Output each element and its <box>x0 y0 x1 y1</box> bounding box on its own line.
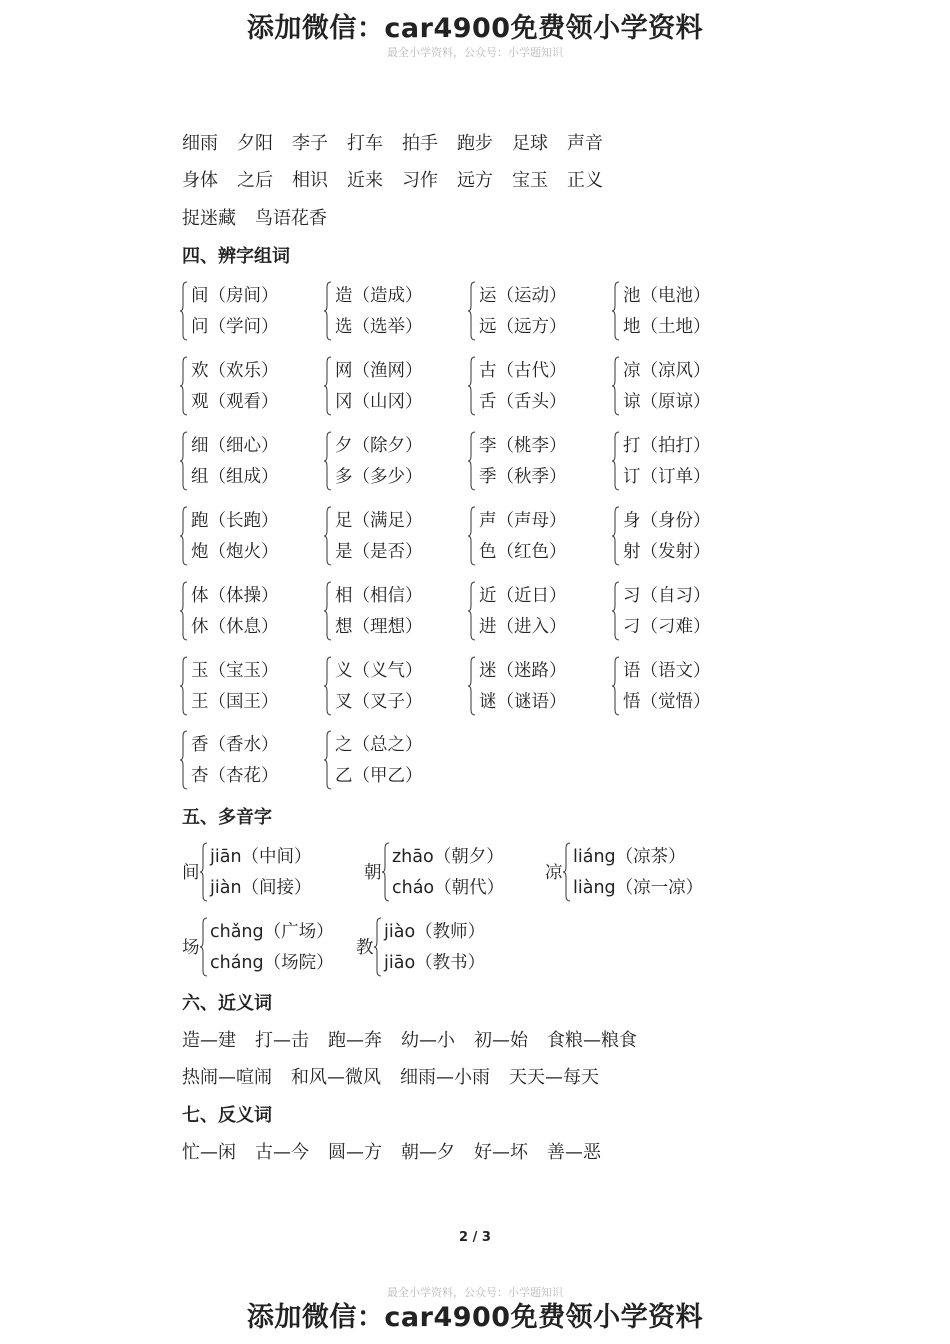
brace-icon <box>563 842 571 902</box>
brace-icon <box>180 656 188 716</box>
pair-line: 网（渔网） <box>335 361 423 381</box>
char-pair <box>326 357 466 419</box>
pair-line: 近（近日） <box>479 586 567 606</box>
char-pair <box>614 282 754 344</box>
pair-line: 远（远方） <box>479 317 567 337</box>
pair-line: 凉（凉风） <box>623 361 711 381</box>
polyphone-reading: jiàn（间接） <box>210 878 312 898</box>
pair-line: 观（观看） <box>191 392 279 412</box>
section-heading: 五、多音字 <box>182 807 272 828</box>
pair-line: 季（秋季） <box>479 467 567 487</box>
pair-line: 多（多少） <box>335 467 423 487</box>
brace-icon <box>468 431 476 491</box>
pair-line: 组（组成） <box>191 467 279 487</box>
pair-line: 地（土地） <box>623 317 711 337</box>
word: 相识 <box>292 170 328 191</box>
word: 鸟语花香 <box>255 208 327 229</box>
antonym-pair: 忙—闲 <box>182 1142 236 1163</box>
polyphone-reading: jiào（教师） <box>384 922 486 942</box>
pair-line: 声（声母） <box>479 511 567 531</box>
polyphone-item <box>545 843 725 905</box>
pair-line: 李（桃李） <box>479 436 567 456</box>
word-row <box>182 204 346 230</box>
brace-icon <box>468 581 476 641</box>
pair-line: 舌（舌头） <box>479 392 567 412</box>
pair-line: 是（是否） <box>335 542 423 562</box>
pair-line: 习（自习） <box>623 586 711 606</box>
brace-icon <box>180 730 188 790</box>
pair-line: 王（国王） <box>191 692 279 712</box>
char-pair <box>470 432 610 494</box>
antonym-row <box>182 1138 620 1164</box>
brace-icon <box>180 431 188 491</box>
polyphone-reading: cháo（朝代） <box>392 878 505 898</box>
word: 之后 <box>237 170 273 191</box>
polyphone-char: 朝 <box>364 863 382 883</box>
char-pair <box>614 582 754 644</box>
polyphone-char: 教 <box>356 938 374 958</box>
pair-line: 跑（长跑） <box>191 511 279 531</box>
polyphone-item <box>364 843 524 905</box>
bottom-watermark-banner: 添加微信：car4900免费领小学资料 <box>246 1302 704 1333</box>
word: 身体 <box>182 170 218 191</box>
brace-icon <box>180 281 188 341</box>
char-pair <box>182 282 322 344</box>
synonym-pair: 初—始 <box>474 1030 528 1051</box>
brace-icon <box>374 917 382 977</box>
pair-line: 谜（谜语） <box>479 692 567 712</box>
word: 李子 <box>292 133 328 154</box>
pair-line: 杏（杏花） <box>191 766 279 786</box>
antonym-pair: 朝—夕 <box>401 1142 455 1163</box>
char-pair <box>470 282 610 344</box>
brace-icon <box>612 281 620 341</box>
brace-icon <box>468 656 476 716</box>
synonym-pair: 细雨—小雨 <box>400 1067 490 1088</box>
pair-line: 池（电池） <box>623 286 711 306</box>
brace-icon <box>180 581 188 641</box>
char-pair <box>614 507 754 569</box>
word: 宝玉 <box>512 170 548 191</box>
brace-icon <box>612 356 620 416</box>
char-pair <box>326 582 466 644</box>
word: 细雨 <box>182 133 218 154</box>
synonym-row <box>182 1026 656 1052</box>
char-pair <box>182 731 322 793</box>
brace-icon <box>324 506 332 566</box>
brace-icon <box>180 506 188 566</box>
footer-faint-text: 最全小学资料，公众号：小学题知识 <box>387 1286 563 1299</box>
char-pair <box>182 357 322 419</box>
pair-line: 悟（觉悟） <box>623 692 711 712</box>
brace-icon <box>612 581 620 641</box>
brace-icon <box>324 656 332 716</box>
char-pair <box>470 582 610 644</box>
polyphone-char: 场 <box>182 938 200 958</box>
word: 跑步 <box>457 133 493 154</box>
synonym-pair: 跑—奔 <box>328 1030 382 1051</box>
char-pair <box>326 657 466 719</box>
section-heading: 四、辨字组词 <box>182 246 290 267</box>
char-pair <box>326 731 466 793</box>
brace-icon <box>612 656 620 716</box>
word-row <box>182 166 622 192</box>
char-pair <box>326 507 466 569</box>
word: 远方 <box>457 170 493 191</box>
pair-line: 细（细心） <box>191 436 279 456</box>
pair-line: 休（休息） <box>191 617 279 637</box>
polyphone-item <box>182 918 342 980</box>
pair-line: 想（理想） <box>335 617 423 637</box>
antonym-pair: 圆—方 <box>328 1142 382 1163</box>
polyphone-char: 凉 <box>545 863 563 883</box>
word: 打车 <box>347 133 383 154</box>
antonym-pair: 善—恶 <box>547 1142 601 1163</box>
pair-line: 叉（叉子） <box>335 692 423 712</box>
polyphone-reading: jiāo（教书） <box>384 953 486 973</box>
char-pair <box>326 282 466 344</box>
char-pair <box>470 657 610 719</box>
brace-icon <box>324 730 332 790</box>
pair-line: 谅（原谅） <box>623 392 711 412</box>
word: 声音 <box>567 133 603 154</box>
pair-line: 乙（甲乙） <box>335 766 423 786</box>
pair-line: 炮（炮火） <box>191 542 279 562</box>
word: 近来 <box>347 170 383 191</box>
pair-line: 体（体操） <box>191 586 279 606</box>
char-pair <box>326 432 466 494</box>
synonym-row <box>182 1063 618 1089</box>
antonym-pair: 古—今 <box>255 1142 309 1163</box>
pair-line: 欢（欢乐） <box>191 361 279 381</box>
header-faint-text: 最全小学资料，公众号：小学题知识 <box>387 46 563 59</box>
char-pair <box>614 657 754 719</box>
char-pair <box>614 432 754 494</box>
top-watermark-banner: 添加微信：car4900免费领小学资料 <box>246 13 704 44</box>
word: 习作 <box>402 170 438 191</box>
antonym-pair: 好—坏 <box>474 1142 528 1163</box>
word: 足球 <box>512 133 548 154</box>
char-pair <box>182 507 322 569</box>
synonym-pair: 食粮—粮食 <box>547 1030 637 1051</box>
word-row <box>182 129 622 155</box>
word: 正义 <box>567 170 603 191</box>
brace-icon <box>324 356 332 416</box>
word: 夕阳 <box>237 133 273 154</box>
word: 拍手 <box>402 133 438 154</box>
brace-icon <box>324 281 332 341</box>
pair-line: 选（选举） <box>335 317 423 337</box>
pair-line: 订（订单） <box>623 467 711 487</box>
synonym-pair: 天天—每天 <box>509 1067 599 1088</box>
brace-icon <box>468 281 476 341</box>
pair-line: 刁（刁难） <box>623 617 711 637</box>
pair-line: 问（学问） <box>191 317 279 337</box>
synonym-pair: 幼—小 <box>401 1030 455 1051</box>
pair-line: 相（相信） <box>335 586 423 606</box>
word: 捉迷藏 <box>182 208 236 229</box>
pair-line: 间（房间） <box>191 286 279 306</box>
brace-icon <box>468 506 476 566</box>
section-heading: 六、近义词 <box>182 993 272 1014</box>
polyphone-reading: jiān（中间） <box>210 847 312 867</box>
char-pair <box>182 582 322 644</box>
polyphone-char: 间 <box>182 863 200 883</box>
polyphone-reading: chǎng（广场） <box>210 922 334 942</box>
char-pair <box>614 357 754 419</box>
brace-icon <box>468 356 476 416</box>
brace-icon <box>200 917 208 977</box>
pair-line: 运（运动） <box>479 286 567 306</box>
pair-line: 色（红色） <box>479 542 567 562</box>
polyphone-reading: liàng（凉一凉） <box>573 878 704 898</box>
brace-icon <box>324 581 332 641</box>
synonym-pair: 造—建 <box>182 1030 236 1051</box>
polyphone-reading: liáng（凉茶） <box>573 847 686 867</box>
pair-line: 之（总之） <box>335 735 423 755</box>
pair-line: 射（发射） <box>623 542 711 562</box>
pair-line: 古（古代） <box>479 361 567 381</box>
pair-line: 冈（山冈） <box>335 392 423 412</box>
pair-line: 玉（宝玉） <box>191 661 279 681</box>
synonym-pair: 热闹—喧闹 <box>182 1067 272 1088</box>
pair-line: 造（造成） <box>335 286 423 306</box>
section-heading: 七、反义词 <box>182 1105 272 1126</box>
char-pair <box>182 657 322 719</box>
char-pair <box>182 432 322 494</box>
char-pair <box>470 357 610 419</box>
pair-line: 迷（迷路） <box>479 661 567 681</box>
brace-icon <box>382 842 390 902</box>
brace-icon <box>324 431 332 491</box>
brace-icon <box>612 506 620 566</box>
pair-line: 打（拍打） <box>623 436 711 456</box>
pair-line: 身（身份） <box>623 511 711 531</box>
pair-line: 义（义气） <box>335 661 423 681</box>
polyphone-item <box>356 918 516 980</box>
brace-icon <box>180 356 188 416</box>
char-pair <box>470 507 610 569</box>
brace-icon <box>200 842 208 902</box>
polyphone-item <box>182 843 342 905</box>
polyphone-reading: zhāo（朝夕） <box>392 847 504 867</box>
synonym-pair: 和风—微风 <box>291 1067 381 1088</box>
synonym-pair: 打—击 <box>255 1030 309 1051</box>
polyphone-reading: cháng（场院） <box>210 953 334 973</box>
pair-line: 足（满足） <box>335 511 423 531</box>
page-number: 2 / 3 <box>459 1230 491 1245</box>
pair-line: 夕（除夕） <box>335 436 423 456</box>
pair-line: 语（语文） <box>623 661 711 681</box>
pair-line: 进（进入） <box>479 617 567 637</box>
brace-icon <box>612 431 620 491</box>
pair-line: 香（香水） <box>191 735 279 755</box>
